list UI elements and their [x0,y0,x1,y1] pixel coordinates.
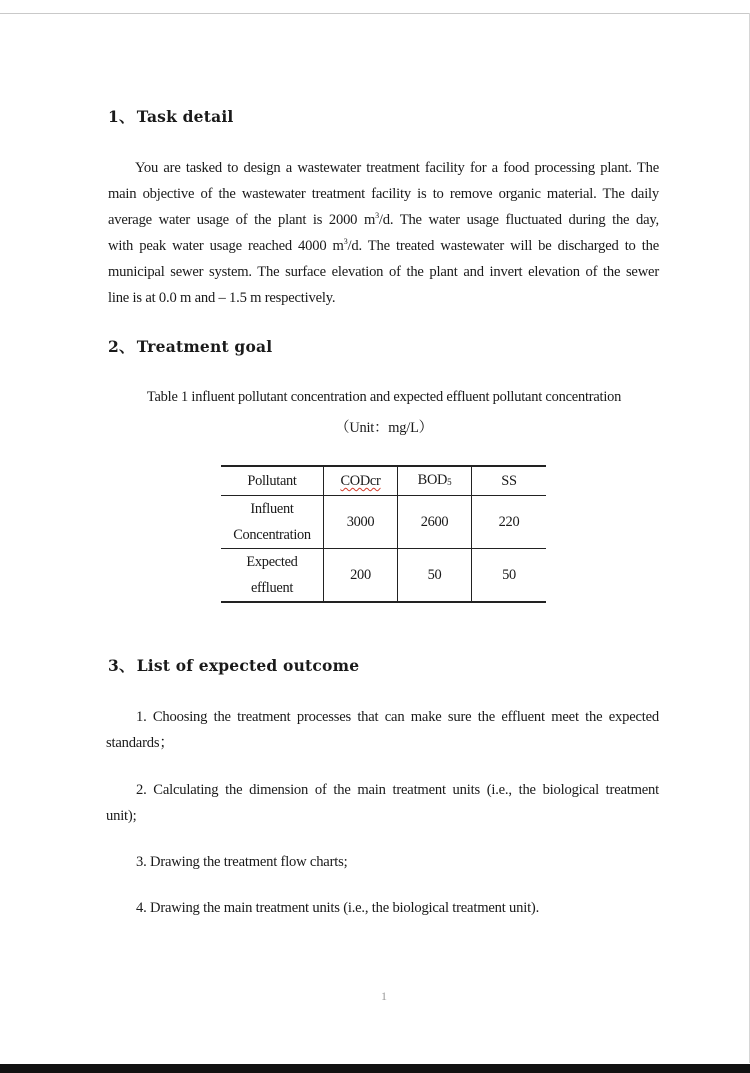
table-unit: （Unit：mg/L） [335,420,433,436]
heading-text: Task detail [136,107,234,126]
paragraph-line: municipal sewer system. The surface elevation of the plant and invert elevation of the sewer [108,264,659,280]
bottom-edge-bar [0,1064,750,1073]
table-cell: 2600 [398,496,472,549]
outcome-item: 4. Drawing the main treatment units (i.e., the biological treatment unit). [136,900,540,916]
heading-task-detail [108,105,234,127]
row-label: Influent Concentration [233,501,311,543]
paragraph-line: main objective of the wastewater treatment facility is to remove organic material. The daily [108,186,659,202]
table-row [221,549,546,603]
table-caption: Table 1 influent pollutant concentration and expected effluent pollutant concentration [146,389,622,405]
page-top-border [0,13,750,14]
superscript-cube: 3 [375,211,379,220]
table-cell: 50 [472,549,547,603]
table-cell: 200 [324,549,398,603]
page-number: 1 [381,989,387,1003]
table-cell: 3000 [324,496,398,549]
heading-number: 3、 [108,656,135,675]
paragraph-line: line is at 0.0 m and – 1.5 m respectively. [108,290,336,306]
heading-number: 2、 [108,337,135,356]
paragraph-line: average water usage of the plant is 2000 $m^3/d$. The water usage fluctuated during the day, [108,211,659,228]
table-cell: 220 [472,496,547,549]
heading-number: 1、 [108,107,135,126]
outcome-item: 3. Drawing the treatment flow charts; [136,854,348,870]
spellcheck-underline-text: CODcr [340,473,381,489]
superscript-cube: 3 [343,237,348,246]
task-detail-paragraph [108,155,659,311]
outcome-item: 1. Choosing the treatment processes that can make sure the effluent meet the expected standards； [106,709,659,751]
pollutant-table [221,465,546,603]
table-cell: 50 [398,549,472,603]
header-cell: $BOD_5$ [398,466,472,496]
heading-text: Treatment goal [136,337,273,356]
table-row [221,496,546,549]
outcome-item: 2. Calculating the dimension of the main treatment units (i.e., the biological treatment unit); [106,782,659,824]
header-cell: Pollutant [247,473,297,489]
heading-expected-outcome [108,654,359,676]
table-header-row [221,466,546,496]
paragraph-line: with peak water usage reached 4000 $m^3/d$. The treated wastewater will be discharged to the [108,237,659,254]
heading-text: List of expected outcome [136,656,360,675]
heading-treatment-goal [108,335,272,357]
header-cell: SS [472,466,547,496]
header-cell [324,466,398,496]
paragraph-line: You are tasked to design a wastewater treatment facility for a food processing plant. The [135,160,659,176]
subscript-five: 5 [447,477,452,487]
row-label: Expected effluent [246,554,298,596]
